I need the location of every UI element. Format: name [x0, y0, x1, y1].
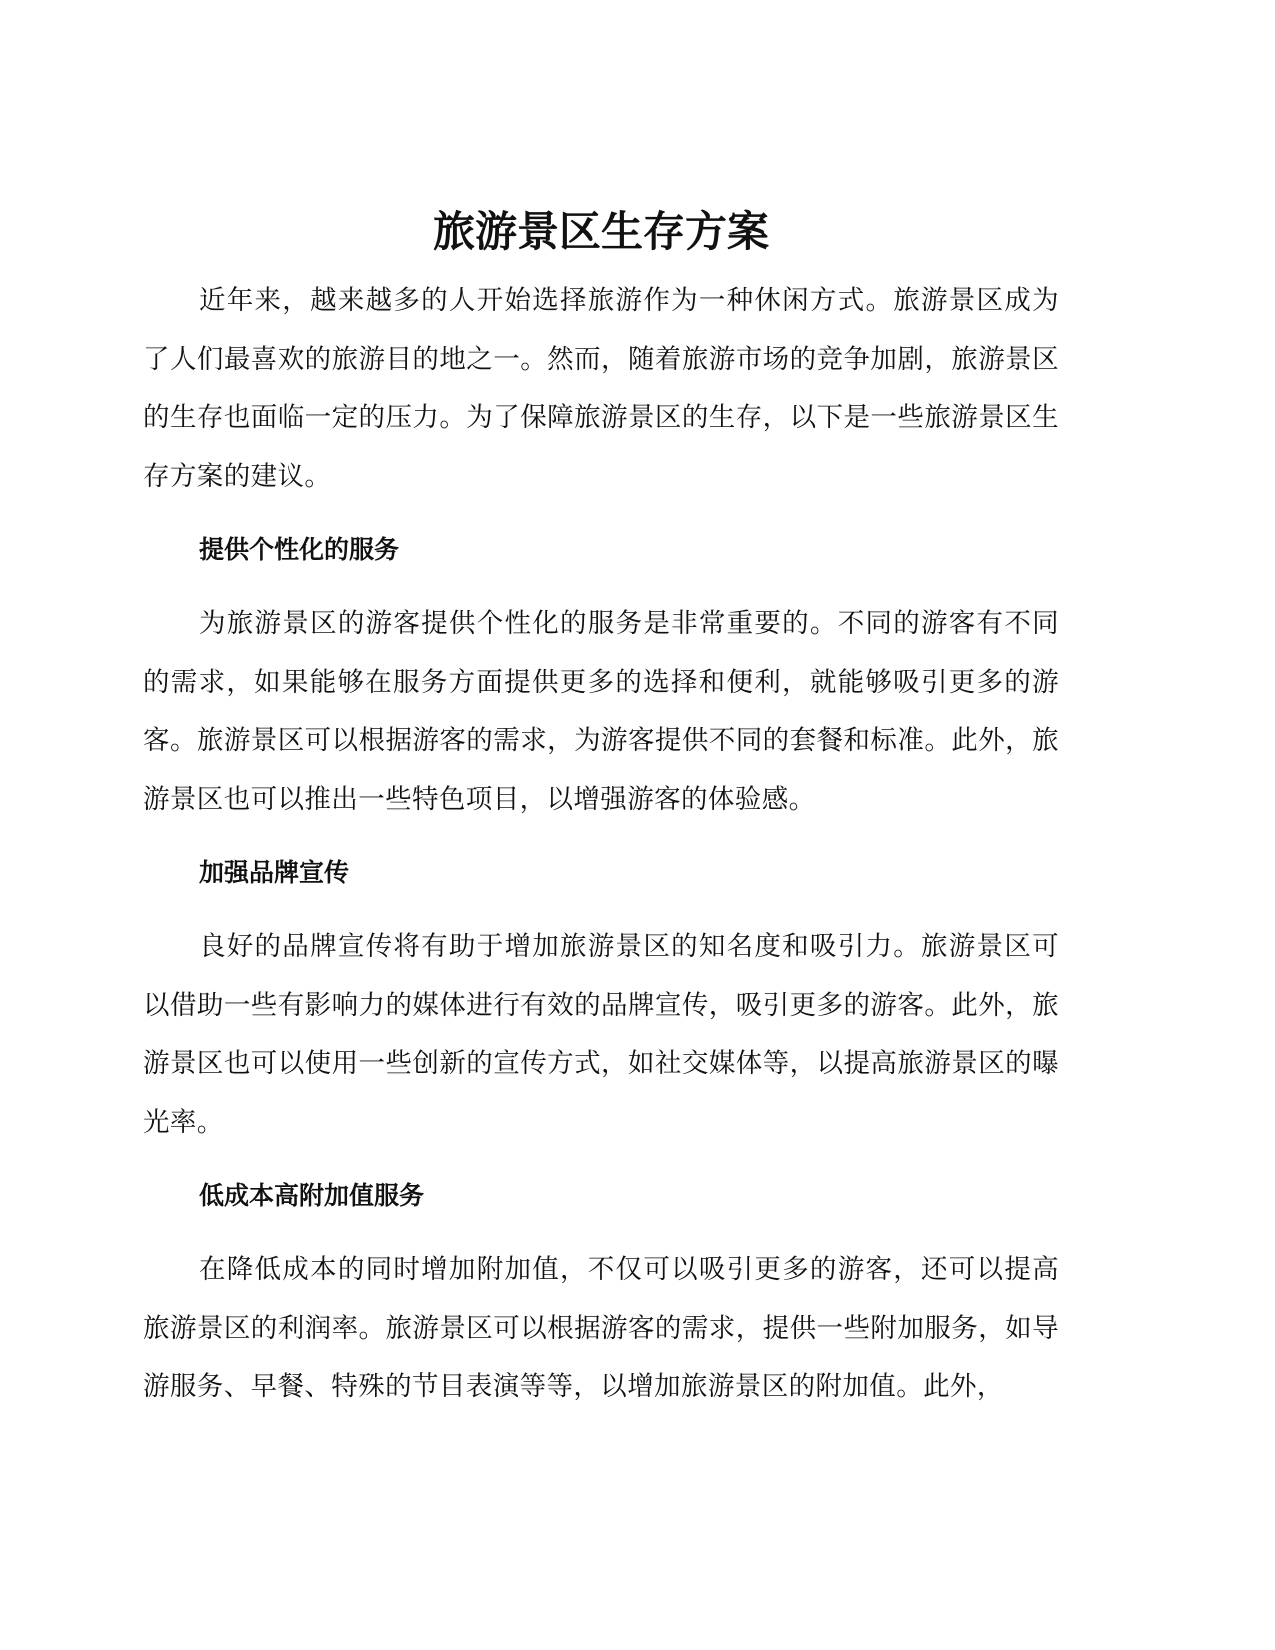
section-heading-brand-promotion: 加强品牌宣传 — [199, 858, 350, 887]
intro-paragraph: 近年来，越来越多的人开始选择旅游作为一种休闲方式。旅游景区成为了人们最喜欢的旅游目的地之一。然而，随着旅游市场的竞争加剧，旅游景区的生存也面临一定的压力。为了保障旅游景区的生存，以下是一些旅游景区生存方案的建议。 — [143, 285, 1059, 492]
document-title: 旅游景区生存方案 — [432, 207, 769, 256]
section-body-brand-promotion: 良好的品牌宣传将有助于增加旅游景区的知名度和吸引力。旅游景区可以借助一些有影响力的媒体进行有效的品牌宣传，吸引更多的游客。此外，旅游景区也可以使用一些创新的宣传方式，如社交媒体等，以提高旅游景区的曝光率。 — [143, 931, 1059, 1138]
section-heading-personalized-service: 提供个性化的服务 — [199, 535, 400, 564]
section-heading-low-cost-value-added: 低成本高附加值服务 — [199, 1181, 425, 1210]
section-body-low-cost-value-added: 在降低成本的同时增加附加值，不仅可以吸引更多的游客，还可以提高旅游景区的利润率。旅游景区可以根据游客的需求，提供一些附加服务，如导游服务、早餐、特殊的节目表演等等，以增加旅游景区的附加值。此外， — [143, 1254, 1059, 1402]
section-body-personalized-service: 为旅游景区的游客提供个性化的服务是非常重要的。不同的游客有不同的需求，如果能够在服务方面提供更多的选择和便利，就能够吸引更多的游客。旅游景区可以根据游客的需求，为游客提供不同的套餐和标准。此外，旅游景区也可以推出一些特色项目，以增强游客的体验感。 — [143, 608, 1059, 815]
